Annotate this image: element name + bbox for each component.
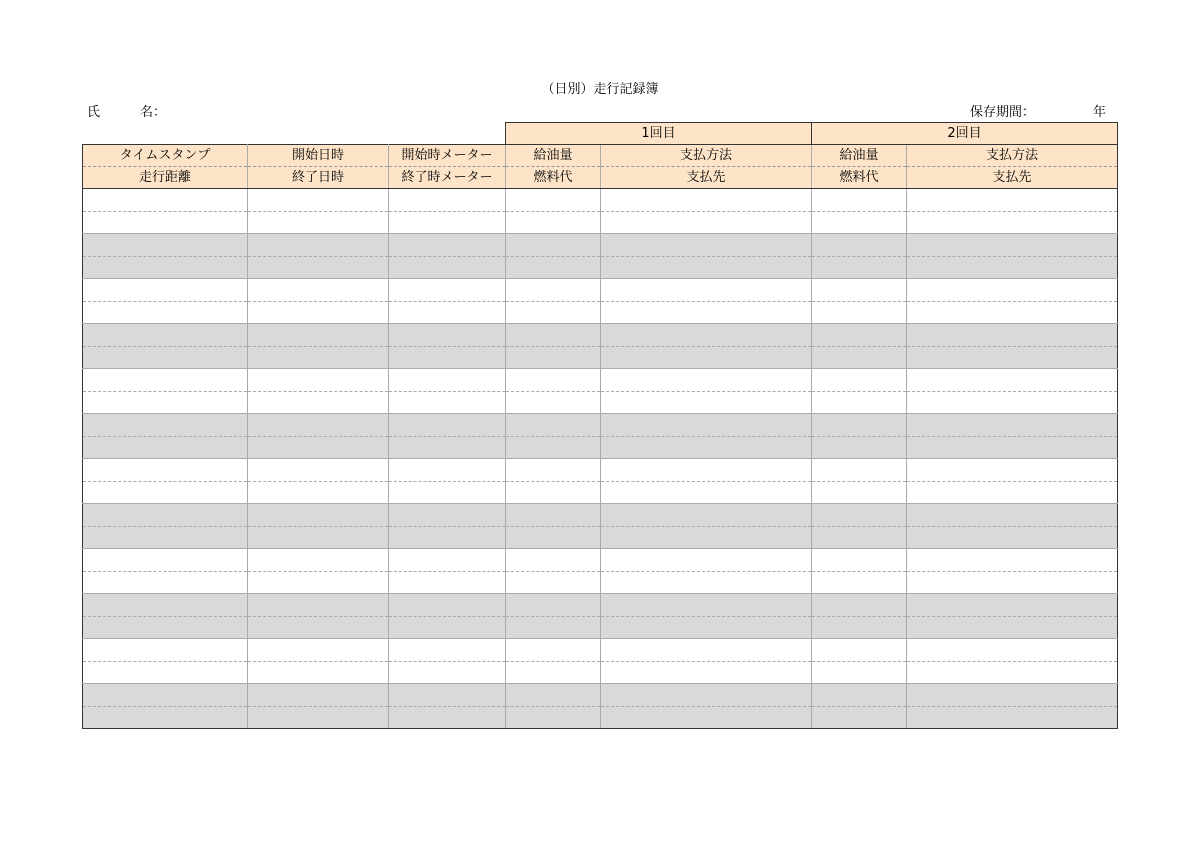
entry-cell[interactable] bbox=[907, 279, 1118, 302]
entry-cell[interactable] bbox=[248, 346, 389, 369]
entry-cell[interactable] bbox=[83, 661, 248, 684]
entry-cell[interactable] bbox=[907, 459, 1118, 482]
entry-cell[interactable] bbox=[83, 639, 248, 662]
entry-cell[interactable] bbox=[83, 549, 248, 572]
entry-cell[interactable] bbox=[812, 571, 907, 594]
entry-cell[interactable] bbox=[248, 594, 389, 617]
entry-cell[interactable] bbox=[601, 256, 812, 279]
entry-cell[interactable] bbox=[506, 436, 601, 459]
entry-cell[interactable] bbox=[248, 571, 389, 594]
entry-cell[interactable] bbox=[907, 504, 1118, 527]
entry-cell[interactable] bbox=[83, 526, 248, 549]
entry-cell[interactable] bbox=[83, 436, 248, 459]
entry-cell[interactable] bbox=[506, 526, 601, 549]
entry-cell[interactable] bbox=[812, 459, 907, 482]
header-distance: 走行距離 bbox=[83, 167, 248, 189]
entry-row bbox=[83, 594, 1118, 617]
entry-cell[interactable] bbox=[506, 459, 601, 482]
header-payment-method-1: 支払方法 bbox=[601, 145, 812, 167]
entry-cell[interactable] bbox=[83, 256, 248, 279]
entry-cell[interactable] bbox=[506, 256, 601, 279]
entry-cell[interactable] bbox=[812, 481, 907, 504]
entry-cell[interactable] bbox=[506, 234, 601, 257]
entry-row bbox=[83, 504, 1118, 527]
entry-cell[interactable] bbox=[601, 526, 812, 549]
entry-cell[interactable] bbox=[601, 639, 812, 662]
retention-period-label bbox=[970, 101, 1106, 120]
entry-cell[interactable] bbox=[83, 211, 248, 234]
entry-cell[interactable] bbox=[812, 706, 907, 729]
group-header-1: 1回目 bbox=[506, 123, 812, 145]
entry-cell[interactable] bbox=[506, 661, 601, 684]
entry-cell[interactable] bbox=[812, 594, 907, 617]
entry-cell[interactable] bbox=[389, 549, 506, 572]
entry-cell[interactable] bbox=[83, 481, 248, 504]
entry-cell[interactable] bbox=[506, 369, 601, 392]
entry-cell[interactable] bbox=[248, 324, 389, 347]
entry-cell[interactable] bbox=[506, 616, 601, 639]
entry-cell[interactable] bbox=[389, 301, 506, 324]
entry-cell[interactable] bbox=[248, 504, 389, 527]
entry-cell[interactable] bbox=[83, 391, 248, 414]
entry-cell[interactable] bbox=[601, 459, 812, 482]
header-payee-1: 支払先 bbox=[601, 167, 812, 189]
entry-cell[interactable] bbox=[506, 211, 601, 234]
entry-cell[interactable] bbox=[248, 211, 389, 234]
name-label-second: 名： bbox=[140, 105, 167, 120]
entry-cell[interactable] bbox=[907, 549, 1118, 572]
entry-cell[interactable] bbox=[812, 684, 907, 707]
driver-name-label bbox=[87, 101, 166, 120]
entry-cell[interactable] bbox=[83, 279, 248, 302]
entry-cell[interactable] bbox=[907, 234, 1118, 257]
entry-cell[interactable] bbox=[506, 504, 601, 527]
entry-cell[interactable] bbox=[506, 639, 601, 662]
entry-cell[interactable] bbox=[248, 436, 389, 459]
entry-cell[interactable] bbox=[83, 301, 248, 324]
retention-unit: 年 bbox=[1093, 105, 1107, 120]
entry-cell[interactable] bbox=[389, 594, 506, 617]
entry-row bbox=[83, 661, 1118, 684]
entry-cell[interactable] bbox=[248, 301, 389, 324]
entry-cell[interactable] bbox=[812, 234, 907, 257]
entry-cell[interactable] bbox=[506, 279, 601, 302]
entry-cell[interactable] bbox=[506, 684, 601, 707]
entry-cell[interactable] bbox=[248, 279, 389, 302]
entry-cell[interactable] bbox=[83, 346, 248, 369]
entry-cell[interactable] bbox=[248, 459, 389, 482]
entry-row bbox=[83, 706, 1118, 729]
entry-cell[interactable] bbox=[601, 504, 812, 527]
entry-cell[interactable] bbox=[812, 256, 907, 279]
entry-cell[interactable] bbox=[83, 594, 248, 617]
entry-cell[interactable] bbox=[506, 301, 601, 324]
entry-row bbox=[83, 346, 1118, 369]
entry-cell[interactable] bbox=[601, 301, 812, 324]
entry-cell[interactable] bbox=[812, 616, 907, 639]
header-fuel-amount-2: 給油量 bbox=[812, 145, 907, 167]
entry-cell[interactable] bbox=[601, 189, 812, 212]
entry-cell[interactable] bbox=[601, 549, 812, 572]
entry-cell[interactable] bbox=[907, 639, 1118, 662]
entry-row bbox=[83, 639, 1118, 662]
entry-cell[interactable] bbox=[907, 346, 1118, 369]
retention-label: 保存期間： bbox=[970, 105, 1036, 120]
entry-cell[interactable] bbox=[506, 594, 601, 617]
header-end-datetime: 終了日時 bbox=[248, 167, 389, 189]
entry-cell[interactable] bbox=[248, 684, 389, 707]
entry-cell[interactable] bbox=[506, 189, 601, 212]
entry-cell[interactable] bbox=[812, 279, 907, 302]
entry-cell[interactable] bbox=[506, 391, 601, 414]
entry-cell[interactable] bbox=[812, 301, 907, 324]
header-start-datetime: 開始日時 bbox=[248, 145, 389, 167]
entry-row bbox=[83, 481, 1118, 504]
entry-cell[interactable] bbox=[601, 211, 812, 234]
entry-cell[interactable] bbox=[248, 414, 389, 437]
entry-cell[interactable] bbox=[907, 571, 1118, 594]
entry-cell[interactable] bbox=[506, 324, 601, 347]
entry-cell[interactable] bbox=[812, 661, 907, 684]
entry-cell[interactable] bbox=[601, 324, 812, 347]
entry-cell[interactable] bbox=[389, 211, 506, 234]
entry-row bbox=[83, 436, 1118, 459]
entry-row bbox=[83, 684, 1118, 707]
entry-cell[interactable] bbox=[601, 346, 812, 369]
header-row-1 bbox=[83, 145, 1118, 167]
entry-cell[interactable] bbox=[907, 661, 1118, 684]
entry-cell[interactable] bbox=[907, 526, 1118, 549]
entry-cell[interactable] bbox=[601, 594, 812, 617]
entry-cell[interactable] bbox=[248, 391, 389, 414]
driving-log-table bbox=[82, 122, 1118, 729]
entry-cell[interactable] bbox=[812, 639, 907, 662]
entry-cell[interactable] bbox=[506, 549, 601, 572]
entry-row bbox=[83, 189, 1118, 212]
entry-cell[interactable] bbox=[601, 706, 812, 729]
entry-cell[interactable] bbox=[601, 481, 812, 504]
entry-row bbox=[83, 414, 1118, 437]
group-header-2: 2回目 bbox=[812, 123, 1118, 145]
entry-cell[interactable] bbox=[389, 684, 506, 707]
entry-row bbox=[83, 549, 1118, 572]
entry-cell[interactable] bbox=[907, 189, 1118, 212]
entry-cell[interactable] bbox=[907, 391, 1118, 414]
entry-cell[interactable] bbox=[506, 346, 601, 369]
header-payee-2: 支払先 bbox=[907, 167, 1118, 189]
header-end-meter: 終了時メーター bbox=[389, 167, 506, 189]
entry-cell[interactable] bbox=[389, 346, 506, 369]
entry-cell[interactable] bbox=[812, 189, 907, 212]
entry-row bbox=[83, 616, 1118, 639]
entry-cell[interactable] bbox=[601, 661, 812, 684]
entry-cell[interactable] bbox=[389, 369, 506, 392]
entry-cell[interactable] bbox=[248, 234, 389, 257]
entry-cell[interactable] bbox=[907, 369, 1118, 392]
entry-cell[interactable] bbox=[812, 211, 907, 234]
entry-cell[interactable] bbox=[389, 661, 506, 684]
entry-cell[interactable] bbox=[601, 571, 812, 594]
entry-cell[interactable] bbox=[601, 391, 812, 414]
entry-cell[interactable] bbox=[601, 414, 812, 437]
header-row-2 bbox=[83, 167, 1118, 189]
entry-row bbox=[83, 256, 1118, 279]
entry-cell[interactable] bbox=[83, 504, 248, 527]
entry-cell[interactable] bbox=[389, 616, 506, 639]
entry-cell[interactable] bbox=[248, 549, 389, 572]
entry-cell[interactable] bbox=[506, 414, 601, 437]
entry-cell[interactable] bbox=[601, 369, 812, 392]
entry-cell[interactable] bbox=[248, 481, 389, 504]
entry-cell[interactable] bbox=[389, 526, 506, 549]
entry-cell[interactable] bbox=[389, 189, 506, 212]
entry-cell[interactable] bbox=[83, 414, 248, 437]
entry-row bbox=[83, 571, 1118, 594]
entry-cell[interactable] bbox=[248, 616, 389, 639]
entry-cell[interactable] bbox=[812, 436, 907, 459]
entry-cell[interactable] bbox=[83, 616, 248, 639]
entry-cell[interactable] bbox=[83, 684, 248, 707]
group-header-blank bbox=[83, 123, 506, 145]
header-timestamp: タイムスタンプ bbox=[83, 145, 248, 167]
entry-row bbox=[83, 234, 1118, 257]
entry-cell[interactable] bbox=[601, 234, 812, 257]
header-fuel-cost-1: 燃料代 bbox=[506, 167, 601, 189]
entry-row bbox=[83, 369, 1118, 392]
entry-cell[interactable] bbox=[812, 324, 907, 347]
entry-cell[interactable] bbox=[907, 211, 1118, 234]
entry-cell[interactable] bbox=[907, 324, 1118, 347]
header-payment-method-2: 支払方法 bbox=[907, 145, 1118, 167]
entry-row bbox=[83, 526, 1118, 549]
entry-cell[interactable] bbox=[248, 526, 389, 549]
entry-cell[interactable] bbox=[83, 706, 248, 729]
entry-cell[interactable] bbox=[83, 324, 248, 347]
entry-cell[interactable] bbox=[83, 459, 248, 482]
entry-cell[interactable] bbox=[389, 639, 506, 662]
entry-cell[interactable] bbox=[812, 369, 907, 392]
header-fuel-amount-1: 給油量 bbox=[506, 145, 601, 167]
entry-cell[interactable] bbox=[601, 616, 812, 639]
entry-cell[interactable] bbox=[812, 346, 907, 369]
entry-cell[interactable] bbox=[601, 279, 812, 302]
entry-cell[interactable] bbox=[248, 661, 389, 684]
entry-cell[interactable] bbox=[907, 684, 1118, 707]
group-header-row bbox=[83, 123, 1118, 145]
entry-row bbox=[83, 301, 1118, 324]
entry-cell[interactable] bbox=[907, 436, 1118, 459]
entry-cell[interactable] bbox=[389, 459, 506, 482]
entry-cell[interactable] bbox=[506, 481, 601, 504]
entry-cell[interactable] bbox=[812, 504, 907, 527]
entry-cell[interactable] bbox=[389, 481, 506, 504]
entry-cell[interactable] bbox=[601, 684, 812, 707]
entry-cell[interactable] bbox=[83, 369, 248, 392]
name-label-first: 氏 bbox=[87, 105, 101, 120]
entry-cell[interactable] bbox=[389, 391, 506, 414]
entry-cell[interactable] bbox=[812, 391, 907, 414]
entry-cell[interactable] bbox=[248, 706, 389, 729]
entry-cell[interactable] bbox=[907, 481, 1118, 504]
entry-cell[interactable] bbox=[248, 189, 389, 212]
entry-cell[interactable] bbox=[389, 324, 506, 347]
entry-cell[interactable] bbox=[248, 256, 389, 279]
entry-row bbox=[83, 459, 1118, 482]
entry-cell[interactable] bbox=[506, 706, 601, 729]
entry-cell[interactable] bbox=[907, 301, 1118, 324]
entry-cell[interactable] bbox=[389, 571, 506, 594]
entry-cell[interactable] bbox=[506, 571, 601, 594]
entry-cell[interactable] bbox=[389, 706, 506, 729]
entry-cell[interactable] bbox=[601, 436, 812, 459]
entry-cell[interactable] bbox=[907, 256, 1118, 279]
header-start-meter: 開始時メーター bbox=[389, 145, 506, 167]
entry-row bbox=[83, 324, 1118, 347]
entry-cell[interactable] bbox=[83, 571, 248, 594]
entry-cell[interactable] bbox=[248, 369, 389, 392]
entry-cell[interactable] bbox=[389, 504, 506, 527]
entry-cell[interactable] bbox=[907, 616, 1118, 639]
entry-cell[interactable] bbox=[389, 234, 506, 257]
entry-row bbox=[83, 391, 1118, 414]
entry-cell[interactable] bbox=[907, 594, 1118, 617]
document-title: （日別）走行記録簿 bbox=[541, 82, 659, 97]
entry-cell[interactable] bbox=[812, 526, 907, 549]
entry-cell[interactable] bbox=[83, 234, 248, 257]
entry-cell[interactable] bbox=[389, 256, 506, 279]
entry-cell[interactable] bbox=[812, 549, 907, 572]
entry-row bbox=[83, 211, 1118, 234]
entry-cell[interactable] bbox=[83, 189, 248, 212]
entry-cell[interactable] bbox=[907, 414, 1118, 437]
entry-cell[interactable] bbox=[389, 436, 506, 459]
entry-cell[interactable] bbox=[812, 414, 907, 437]
entry-cell[interactable] bbox=[389, 414, 506, 437]
entry-cell[interactable] bbox=[248, 639, 389, 662]
entry-row bbox=[83, 279, 1118, 302]
entry-cell[interactable] bbox=[907, 706, 1118, 729]
entry-cell[interactable] bbox=[389, 279, 506, 302]
header-fuel-cost-2: 燃料代 bbox=[812, 167, 907, 189]
